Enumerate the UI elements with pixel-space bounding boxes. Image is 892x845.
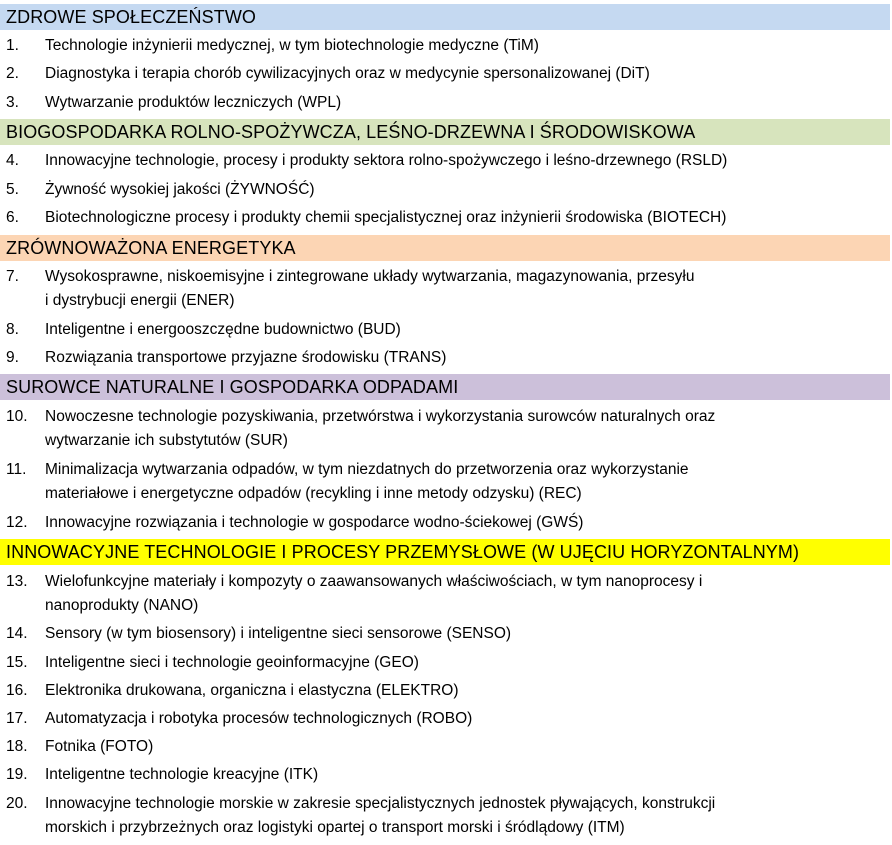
section-header-surowce xyxy=(0,374,890,400)
item-number: 6. xyxy=(6,209,19,226)
item-text: nanoprodukty (NANO) xyxy=(45,597,199,614)
section-title: SUROWCE NATURALNE I GOSPODARKA ODPADAMI xyxy=(6,377,459,397)
section-header-energetyka xyxy=(0,235,890,261)
section-title: ZDROWE SPOŁECZEŃSTWO xyxy=(6,7,257,27)
item-number: 11. xyxy=(6,461,27,478)
item-number: 19. xyxy=(6,766,28,783)
item-number: 13. xyxy=(6,573,28,590)
item-number: 5. xyxy=(6,181,19,198)
item-number: 2. xyxy=(6,65,19,82)
section-title: ZRÓWNOWAŻONA ENERGETYKA xyxy=(6,238,296,258)
item-number: 16. xyxy=(6,682,28,699)
item-text: Nowoczesne technologie pozyskiwania, przetwórstwa i wykorzystania surowców naturalnych oraz xyxy=(45,408,716,425)
item-number: 12. xyxy=(6,514,28,531)
item-text: Minimalizacja wytwarzania odpadów, w tym niezdatnych do przetworzenia oraz wykorzystanie xyxy=(45,461,689,478)
item-text: Elektronika drukowana, organiczna i elastyczna (ELEKTRO) xyxy=(45,682,459,699)
section-title: INNOWACYJNE TECHNOLOGIE I PROCESY PRZEMYSŁOWE (W UJĘCIU HORYZONTALNYM) xyxy=(6,542,800,562)
item-text: Sensory (w tym biosensory) i inteligentne sieci sensorowe (SENSO) xyxy=(45,625,512,642)
item-number: 14. xyxy=(6,625,28,642)
item-text: Automatyzacja i robotyka procesów technologicznych (ROBO) xyxy=(45,710,473,727)
item-text: i dystrybucji energii (ENER) xyxy=(45,292,235,309)
section-title: BIOGOSPODARKA ROLNO-SPOŻYWCZA, LEŚNO-DRZEWNA I ŚRODOWISKOWA xyxy=(6,122,696,142)
item-text: Innowacyjne rozwiązania i technologie w gospodarce wodno-ściekowej (GWŚ) xyxy=(45,514,584,531)
item-text: Technologie inżynierii medycznej, w tym biotechnologie medyczne (TiM) xyxy=(45,37,539,54)
item-number: 20. xyxy=(6,795,28,812)
item-number: 1. xyxy=(6,37,19,54)
item-number: 9. xyxy=(6,349,19,366)
section-header-zdrowe xyxy=(0,4,890,30)
item-number: 3. xyxy=(6,94,19,111)
item-number: 17. xyxy=(6,710,28,727)
section-header-biogospodarka xyxy=(0,119,890,145)
item-text: Żywność wysokiej jakości (ŻYWNOŚĆ) xyxy=(45,181,315,198)
section-header-innowacyjne xyxy=(0,539,890,565)
item-text: Diagnostyka i terapia chorób cywilizacyjnych oraz w medycynie spersonalizowanej (DiT) xyxy=(45,65,650,82)
item-text: wytwarzanie ich substytutów (SUR) xyxy=(45,432,288,449)
item-text: Wielofunkcyjne materiały i kompozyty o zaawansowanych właściwościach, w tym nanoprocesy i xyxy=(45,573,703,590)
item-number: 7. xyxy=(6,268,19,285)
item-text: Innowacyjne technologie, procesy i produkty sektora rolno-spożywczego i leśno-drzewnego (RSLD) xyxy=(45,152,728,169)
item-number: 15. xyxy=(6,654,28,671)
item-number: 10. xyxy=(6,408,28,425)
item-text: Fotnika (FOTO) xyxy=(45,738,154,755)
item-number: 18. xyxy=(6,738,28,755)
item-text: Innowacyjne technologie morskie w zakresie specjalistycznych jednostek pływających, konstrukcji xyxy=(45,795,716,812)
item-text: morskich i przybrzeżnych oraz logistyki opartej o transport morski i śródlądowy (ITM) xyxy=(45,819,625,836)
item-text: Inteligentne technologie kreacyjne (ITK) xyxy=(45,766,319,783)
item-text: Wysokosprawne, niskoemisyjne i zintegrowane układy wytwarzania, magazynowania, przesyłu xyxy=(45,268,695,285)
item-text: Inteligentne i energooszczędne budownictwo (BUD) xyxy=(45,321,401,338)
item-number: 4. xyxy=(6,152,19,169)
item-text: Inteligentne sieci i technologie geoinformacyjne (GEO) xyxy=(45,654,419,671)
item-text: Wytwarzanie produktów leczniczych (WPL) xyxy=(45,94,342,111)
item-text: Rozwiązania transportowe przyjazne środowisku (TRANS) xyxy=(45,349,447,366)
item-number: 8. xyxy=(6,321,19,338)
item-text: Biotechnologiczne procesy i produkty chemii specjalistycznej oraz inżynierii środowiska (BIOTECH) xyxy=(45,209,727,226)
item-text: materiałowe i energetyczne odpadów (recykling i inne metody odzysku) (REC) xyxy=(45,485,582,502)
